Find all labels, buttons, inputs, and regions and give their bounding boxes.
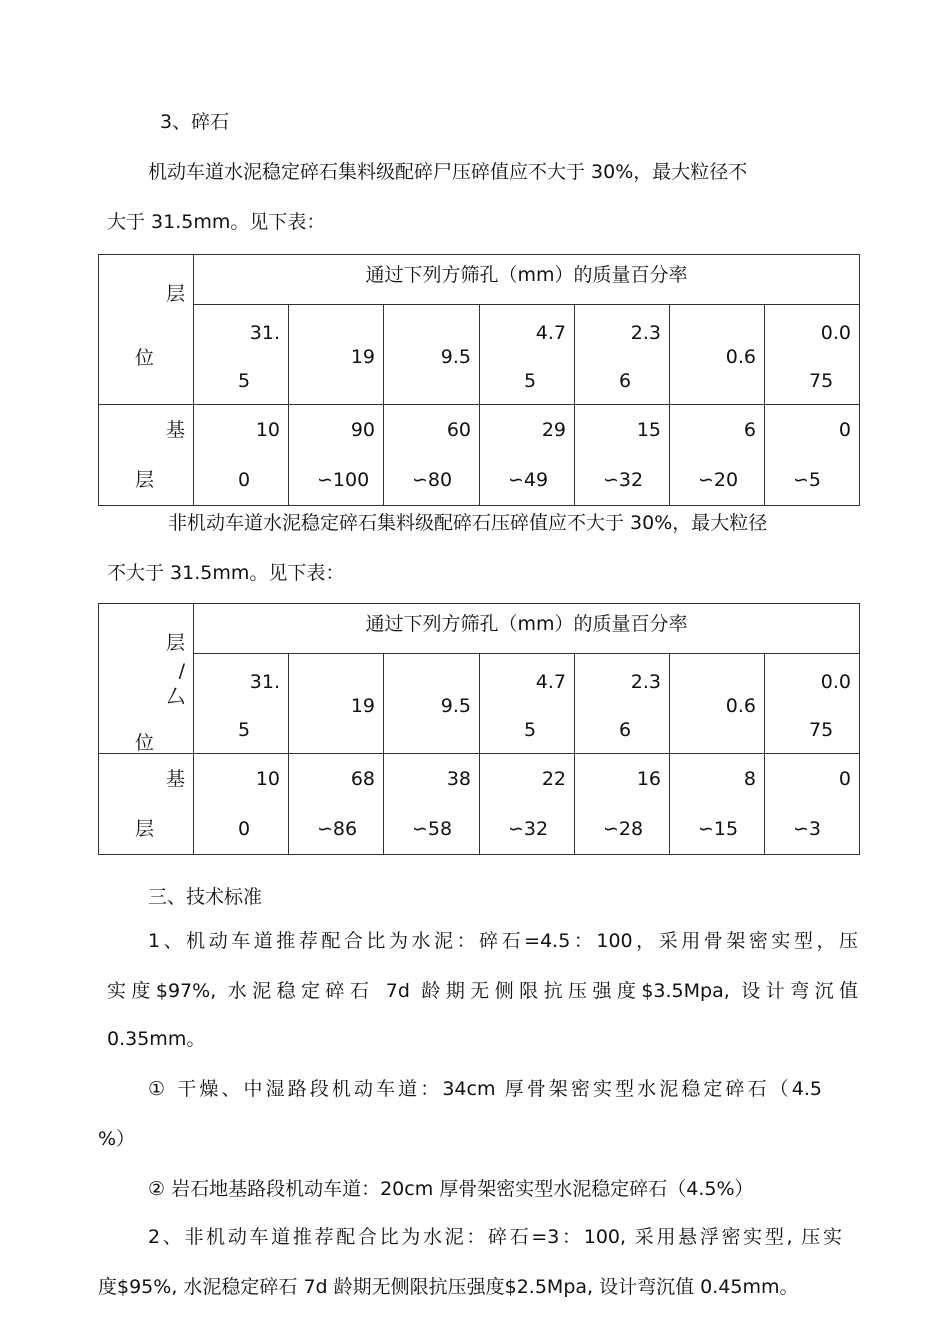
value: 0: [838, 419, 852, 441]
list-item: ② 岩石地基路段机动车道：20cm 厚骨架密实型水泥稳定碎石（4.5%）: [148, 1178, 754, 1200]
value: ∽32: [508, 818, 549, 840]
corner-cell: [99, 604, 194, 754]
sieve-size-cell: [480, 305, 575, 405]
value-cell: [480, 754, 575, 855]
value-cell: [765, 405, 860, 506]
sieve-size: 9.5: [440, 346, 471, 368]
value: ∽15: [698, 818, 739, 840]
paragraph-line: 1、机动车道推荐配合比为水泥：碎石=4.5：100，采用骨架密实型，压: [148, 930, 858, 952]
sieve-size: 31.: [249, 671, 280, 693]
paragraph-line: 非机动车道水泥稳定碎石集料级配碎石压碎值应不大于 30%，最大粒径: [168, 512, 768, 534]
sieve-size: 5: [524, 370, 537, 392]
sieve-size: 2.3: [630, 322, 661, 344]
paragraph-line: 度$95%, 水泥稳定碎石 7d 龄期无侧限抗压强度$2.5Mpa, 设计弯沉值 0.45mm。: [98, 1276, 799, 1298]
sieve-size: 75: [809, 719, 834, 741]
paragraph-line: 机动车道水泥稳定碎石集料级配碎尸压碎值应不大于 30%，最大粒径不: [148, 161, 748, 183]
value-cell: [194, 754, 289, 855]
list-item-line: %）: [98, 1128, 136, 1150]
value-cell: [384, 405, 480, 506]
value-cell: [289, 754, 384, 855]
sieve-size-cell: [289, 305, 384, 405]
sieve-size: 4.7: [535, 322, 566, 344]
value-cell: [765, 754, 860, 855]
corner-label: 位: [135, 732, 155, 754]
sieve-size: 9.5: [440, 695, 471, 717]
value: 0: [238, 469, 251, 491]
corner-label: 层: [165, 632, 185, 654]
row-label-cell: [99, 405, 194, 506]
value: 0: [838, 768, 852, 790]
gradation-table-motor: [98, 254, 860, 506]
header-cell: [194, 604, 860, 654]
value-cell: [670, 754, 765, 855]
sieve-size: 6: [619, 370, 632, 392]
section-title: 三、技术标准: [148, 886, 263, 908]
value: ∽5: [793, 469, 822, 491]
sieve-size-cell: [575, 305, 670, 405]
sieve-size: 0.6: [725, 695, 756, 717]
value: 8: [743, 768, 756, 790]
header-label: 通过下列方筛孔（mm）的质量百分率: [365, 264, 688, 286]
sieve-size: 31.: [249, 322, 280, 344]
paragraph-line: 0.35mm。: [107, 1028, 206, 1050]
value: ∽58: [412, 818, 453, 840]
value: 60: [446, 419, 471, 441]
row-label: 基: [165, 768, 185, 790]
value-cell: [194, 405, 289, 506]
paragraph-line: 实度$97%, 水泥稳定碎石 7d 龄期无侧限抗压强度$3.5Mpa, 设计弯沉值: [107, 980, 858, 1002]
corner-label: 厶: [165, 686, 185, 708]
sieve-size: 19: [350, 695, 375, 717]
sieve-size-cell: [384, 305, 480, 405]
gradation-table-nonmotor: [98, 603, 860, 855]
sieve-size: 5: [524, 719, 537, 741]
value: 22: [541, 768, 566, 790]
value: 68: [350, 768, 375, 790]
paragraph-line: 大于 31.5mm。见下表：: [107, 211, 326, 233]
sieve-size: 19: [350, 346, 375, 368]
value: 10: [255, 768, 280, 790]
paragraph-line: 不大于 31.5mm。见下表：: [107, 562, 345, 584]
sieve-size-cell: [670, 654, 765, 754]
value-cell: [289, 405, 384, 506]
value: 29: [541, 419, 566, 441]
paragraph-line: 2、非机动车道推荐配合比为水泥：碎石=3：100, 采用悬浮密实型, 压实: [148, 1226, 842, 1248]
value: ∽20: [698, 469, 739, 491]
section-3-title: 3、碎石: [160, 111, 230, 133]
value: ∽100: [317, 469, 370, 491]
row-label: 层: [135, 818, 155, 840]
row-label: 基: [165, 419, 185, 441]
sieve-size: 0.6: [725, 346, 756, 368]
sieve-size: 0.0: [820, 322, 852, 344]
value: ∽80: [412, 469, 453, 491]
sieve-size: 75: [809, 370, 834, 392]
row-label: 层: [135, 469, 155, 491]
value: ∽32: [603, 469, 644, 491]
corner-label: 层: [165, 283, 185, 305]
value: ∽3: [793, 818, 822, 840]
sieve-size-cell: [670, 305, 765, 405]
value-cell: [575, 405, 670, 506]
value: 16: [636, 768, 661, 790]
value: ∽49: [508, 469, 549, 491]
value-cell: [384, 754, 480, 855]
list-item-line: ① 干燥、中湿路段机动车道：34cm 厚骨架密实型水泥稳定碎石（4.5: [148, 1078, 822, 1100]
corner-label: /: [178, 660, 185, 682]
row-label-cell: [99, 754, 194, 855]
value: 15: [636, 419, 661, 441]
sieve-size: 2.3: [630, 671, 661, 693]
value: ∽86: [317, 818, 358, 840]
sieve-size: 5: [238, 370, 251, 392]
value: 38: [446, 768, 471, 790]
sieve-size: 6: [619, 719, 632, 741]
header-cell: [194, 255, 860, 305]
sieve-size-cell: [384, 654, 480, 754]
value-cell: [575, 754, 670, 855]
corner-cell: [99, 255, 194, 405]
sieve-size-cell: [289, 654, 384, 754]
value-cell: [480, 405, 575, 506]
sieve-size-cell: [765, 305, 860, 405]
sieve-size-cell: [194, 305, 289, 405]
corner-label: 位: [135, 347, 155, 369]
value: 6: [743, 419, 756, 441]
sieve-size: 4.7: [535, 671, 566, 693]
value-cell: [670, 405, 765, 506]
sieve-size-cell: [575, 654, 670, 754]
sieve-size: 0.0: [820, 671, 852, 693]
value: 0: [238, 818, 251, 840]
value: 10: [255, 419, 280, 441]
value: ∽28: [603, 818, 644, 840]
sieve-size-cell: [765, 654, 860, 754]
header-label: 通过下列方筛孔（mm）的质量百分率: [365, 613, 688, 635]
sieve-size: 5: [238, 719, 251, 741]
sieve-size-cell: [194, 654, 289, 754]
value: 90: [350, 419, 375, 441]
sieve-size-cell: [480, 654, 575, 754]
